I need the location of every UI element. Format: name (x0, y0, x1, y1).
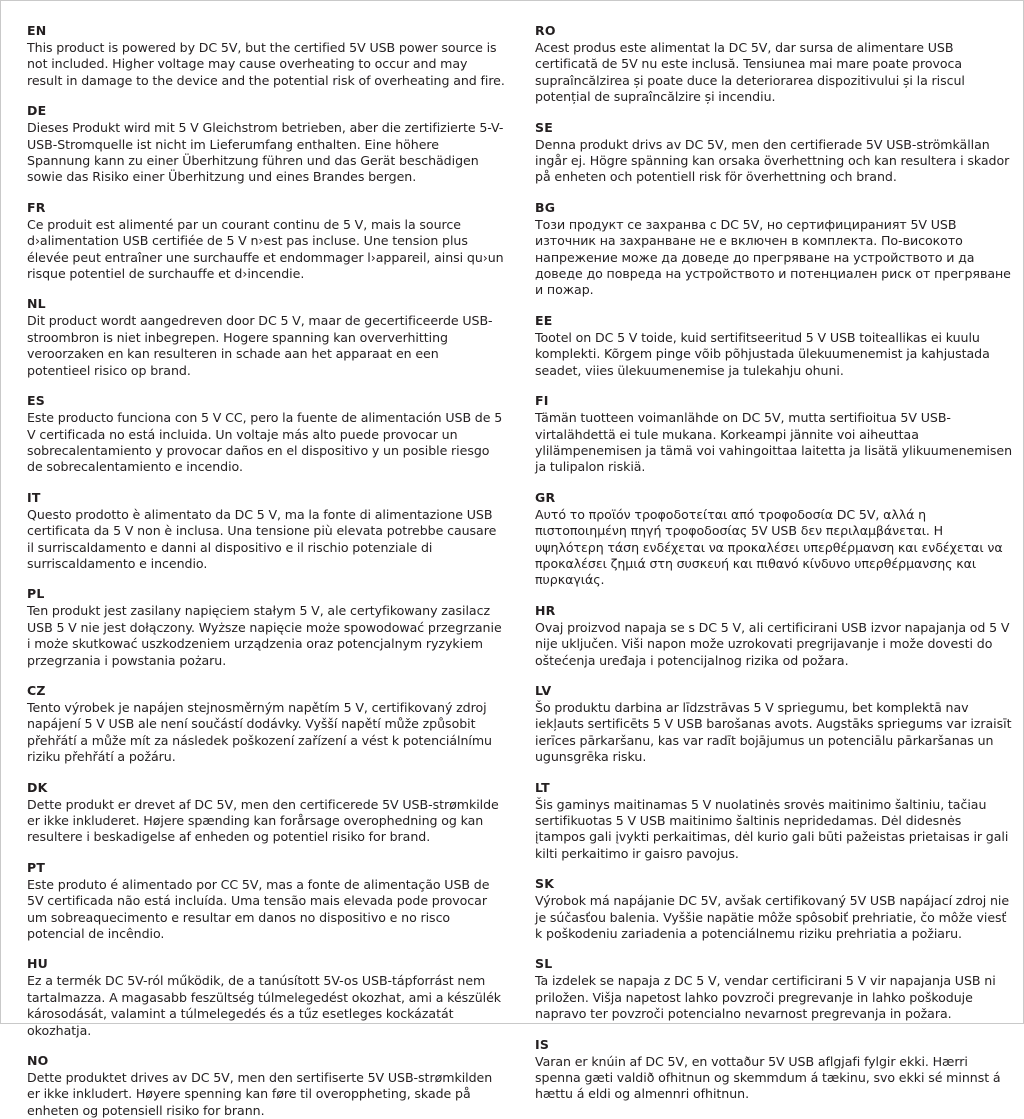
language-text: Dette produkt er drevet af DC 5V, men den certificerede 5V USB-strømkilde er ikke inkluderet. Højere spænding kan forårsage overophedning og kan resultere i beskadigelse af enheden og potentiel risiko for brand. (27, 796, 499, 845)
language-code: LT (535, 779, 550, 795)
language-code: BG (535, 199, 556, 215)
language-entry-ro (535, 23, 1013, 106)
language-text: Este producto funciona con 5 V CC, pero la fuente de alimentación USB de 5 V certificada no está incluida. Un voltaje más alto puede provocar un sobrecalentamiento y provocar daños en el dispositivo y un posible riesgo de sobrecalentamiento e incendio. (27, 410, 503, 475)
two-column-layout (27, 23, 1013, 1118)
language-code: ES (27, 393, 45, 409)
right-column (535, 23, 1013, 1102)
language-text: Ten produkt jest zasilany napięciem stałym 5 V, ale certyfikowany zasilacz USB 5 V nie jest dołączony. Wyższe napięcie może spowodować przegrzanie i może skutkować uszkodzeniem urządzenia oraz potencjalnym ryzykiem przegrzania i powstania pożaru. (27, 603, 502, 668)
language-entry-nl (27, 296, 505, 379)
language-entry-bg (535, 200, 1013, 299)
language-text: Tämän tuotteen voimanlähde on DC 5V, mutta sertifioitua 5V USB-virtalähdettä ei tule mukana. Korkeampi jännite voi aiheuttaa ylilämpenemisen ja tämä voi vahingoittaa laitetta ja lisätä ylikuumenemisen ja tulipalon riskiä. (535, 410, 1013, 475)
language-code: HU (27, 956, 49, 972)
language-code: DE (27, 103, 47, 119)
language-entry-lt (535, 780, 1013, 863)
language-text: Varan er knúin af DC 5V, en vottaður 5V USB aflgjafi fylgir ekki. Hærri spenna gæti valdið ofhitnun og skemmdum á tækinu, svo ekki sé minnst á hættu á eldi og almennri ofhitnun. (535, 1053, 1001, 1102)
language-code: IS (535, 1036, 550, 1052)
language-code: FR (27, 199, 46, 215)
language-text: Ta izdelek se napaja z DC 5 V, vendar certificirani 5 V vir napajanja USB ni priložen. Višja napetost lahko povzroči pregrevanje in lahko poškoduje napravo ter povzroči potencialno nevarnost pregrevanja in požara. (535, 973, 996, 1022)
language-text: Този продукт се захранва с DC 5V, но сертифицираният 5V USB източник на захранване не е включен в комплекта. По-високото напрежение може да доведе до прегряване на устройството и да доведе до повреда на устройството и потенциален риск от прегряване и пожар. (535, 216, 1011, 298)
language-text: Ce produit est alimenté par un courant continu de 5 V, mais la source d›alimentation USB certifiée de 5 V n›est pas incluse. Une tension plus élevée peut entraîner une surchauffe et endommager l›appareil, ainsi qu›un risque potentiel de surchauffe et d›incendie. (27, 216, 504, 282)
language-text: Dette produktet drives av DC 5V, men den sertifiserte 5V USB-strømkilden er ikke inkludert. Høyere spenning kan føre til overoppheting, skade på enheten og potensiell risiko for brann. (27, 1070, 493, 1118)
language-code: SL (535, 956, 553, 972)
language-code: PL (27, 586, 45, 602)
language-text: Ovaj proizvod napaja se s DC 5 V, ali certificirani USB izvor napajanja od 5 V nije uključen. Viši napon može uzrokovati pregrijavanje i može dovesti do oštećenja uređaja i potencijalnog rizika od požara. (535, 619, 1010, 668)
language-code: IT (27, 489, 41, 505)
language-entry-lv (535, 683, 1013, 766)
language-text: Dit product wordt aangedreven door DC 5 V, maar de gecertificeerde USB-stroombron is niet inbegrepen. Hogere spanning kan oververhitting veroorzaken en kan resulteren in schade aan het apparaat en een potentieel risico op brand. (27, 313, 493, 378)
language-text: Acest produs este alimentat la DC 5V, dar sursa de alimentare USB certificată de 5V nu este inclusă. Tensiunea mai mare poate provoca supraîncălzirea și poate duce la deteriorarea dispozitivului și la riscul potențial de supraîncălzire și incendiu. (535, 40, 965, 105)
language-code: FI (535, 393, 549, 409)
language-entry-en (27, 23, 505, 89)
language-entry-dk (27, 780, 505, 846)
language-entry-se (535, 120, 1013, 186)
language-entry-sl (535, 956, 1013, 1022)
language-text: Výrobok má napájanie DC 5V, avšak certifikovaný 5V USB napájací zdroj nie je súčasťou balenia. Vyššie napätie môže spôsobiť prehriatie, čo môže viesť k poškodeniu zariadenia a potenciálnemu riziku prehriatia a požiaru. (535, 893, 1010, 942)
left-column (27, 23, 505, 1118)
language-code: LV (535, 682, 552, 698)
language-entry-hr (535, 603, 1013, 669)
language-code: GR (535, 489, 556, 505)
language-entry-is (535, 1037, 1013, 1103)
language-entry-es (27, 393, 505, 476)
language-text: Αυτό το προϊόν τροφοδοτείται από τροφοδοσία DC 5V, αλλά η πιστοποιημένη πηγή τροφοδοσίας 5V USB δεν περιλαμβάνεται. Η υψηλότερη τάση ενδέχεται να προκαλέσει υπερθέρμανση και ενδέχεται να προκαλέσει ζημιά στη συσκευή και πιθανό κίνδυνο υπερθέρμανσης και πυρκαγιάς. (535, 506, 1003, 588)
language-entry-de (27, 103, 505, 186)
language-text: Denna produkt drivs av DC 5V, men den certifierade 5V USB-strömkällan ingår ej. Högre spänning kan orsaka överhettning och kan resultera i skador på enheten och potentiell risk för överhettning och brand. (535, 136, 1010, 185)
language-code: SE (535, 119, 553, 135)
language-entry-hu (27, 956, 505, 1039)
language-text: Šis gaminys maitinamas 5 V nuolatinės srovės maitinimo šaltiniu, tačiau sertifikuotas 5 V USB maitinimo šaltinis nepridedamas. Dėl didesnės įtampos gali įvykti perkaitimas, dėl kurio gali būti pažeistas prietaisas ir gali kilti perkaitimo ir gaisro pavojus. (535, 796, 1009, 861)
language-entry-sk (535, 876, 1013, 942)
language-code: HR (535, 602, 556, 618)
language-entry-cz (27, 683, 505, 766)
language-entry-no (27, 1053, 505, 1119)
language-code: SK (535, 876, 555, 892)
language-code: DK (27, 779, 48, 795)
language-code: RO (535, 23, 556, 38)
language-code: CZ (27, 682, 46, 698)
language-code: PT (27, 859, 46, 875)
language-text: This product is powered by DC 5V, but the certified 5V USB power source is not included. Higher voltage may cause overheating to occur and may result in damage to the device and the potential risk of overheating and fire. (27, 40, 505, 88)
language-text: Šo produktu darbina ar līdzstrāvas 5 V spriegumu, bet komplektā nav iekļauts sertificēts 5 V USB barošanas avots. Augstāks spriegums var izraisīt ierīces pārkaršanu, kas var radīt bojājumus un potenciālu pārkaršanas un ugunsgrēka risku. (535, 699, 1012, 765)
language-code: EN (27, 23, 47, 38)
language-entry-ee (535, 313, 1013, 379)
language-code: NO (27, 1053, 49, 1069)
language-entry-it (27, 490, 505, 573)
language-entry-pl (27, 586, 505, 669)
language-code: EE (535, 312, 553, 328)
language-entry-fr (27, 200, 505, 283)
language-text: Este produto é alimentado por CC 5V, mas a fonte de alimentação USB de 5V certificada não está incluída. Uma tensão mais elevada pode provocar um sobreaquecimento e resultar em danos no dispositivo e no risco potencial de incêndio. (27, 876, 490, 942)
language-text: Tento výrobek je napájen stejnosměrným napětím 5 V, certifikovaný zdroj napájení 5 V USB ale není součástí dodávky. Vyšší napětí může způsobit přehřátí a může mít za následek poškození zařízení a vést k potenciálnímu riziku přehřátí a požáru. (27, 699, 492, 765)
language-text: Questo prodotto è alimentato da DC 5 V, ma la fonte di alimentazione USB certificata da 5 V non è inclusa. Una tensione più elevata potrebbe causare il surriscaldamento e danni al dispositivo e il rischio potenziale di surriscaldamento e incendio. (27, 506, 497, 571)
language-entry-gr (535, 490, 1013, 589)
language-text: Ez a termék DC 5V-ról működik, de a tanúsított 5V-os USB-tápforrást nem tartalmazza. A magasabb feszültség túlmelegedést okozhat, ami a készülék károsodását, valamint a túlmelegedés és a tűz esetleges kockázatát okozhatja. (27, 973, 502, 1038)
language-entry-fi (535, 393, 1013, 476)
language-entry-pt (27, 860, 505, 943)
language-text: Tootel on DC 5 V toide, kuid sertifitseeritud 5 V USB toiteallikas ei kuulu komplekti. Kõrgem pinge võib põhjustada ülekuumenemist ja kahjustada seadet, viies ülekuumenemise ja tulekahju ohuni. (535, 329, 990, 378)
language-text: Dieses Produkt wird mit 5 V Gleichstrom betrieben, aber die zertifizierte 5-V-USB-Stromquelle ist nicht im Lieferumfang enthalten. Eine höhere Spannung kann zu einer Überhitzung führen und das Gerät beschädigen sowie das Risiko einer Überhitzung und eines Brandes bergen. (27, 120, 504, 185)
language-code: NL (27, 296, 46, 312)
